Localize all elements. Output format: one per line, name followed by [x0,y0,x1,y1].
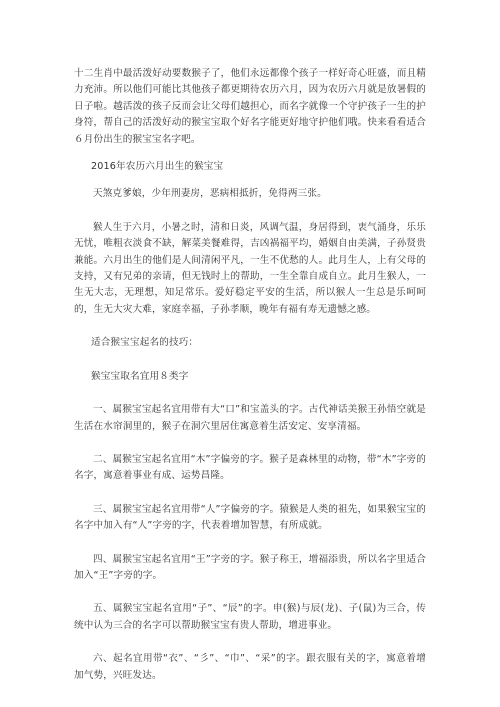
verse-paragraph: 天煞克爹娘，少年刑妻房，恶病相抵折，免得两三张。 [93,188,327,200]
intro-paragraph: 十二生肖中最活泼好动要数猴子了，他们永远都像个孩子一样好奇心旺盛，而且精力充沛。所以他们可能比其他孩子都更期待农历六月，因为农历六月就是放暑假的日子啦。越活泼的孩子反而会让父母们越担心，而名字就像一个守护孩子一生的护身符，帮自己的活泼好动的猴宝宝取个好名字能更好地守护他们哦。快来看看适合６月份出生的猴宝宝名字吧。 [74,68,426,145]
tip-paragraph-4: 四、属猴宝宝起名宜用“王”字旁的字。猴子称王，增福添贵，所以名字里适合加入“王”字旁的字。 [74,553,426,581]
tip-paragraph-1: 一、属猴宝宝起名宜用带有大“口”和宝盖头的字。古代神话美猴王孙悟空就是生活在水帘洞里的，猴子在洞穴里居住寓意着生活安定、安享清福。 [74,404,426,432]
tip-paragraph-6: 六、起名宜用带“衣”、“彡”、“巾”、“采”的字。跟衣服有关的字，寓意着增加气势，兴旺发达。 [74,653,426,681]
tip-paragraph-3: 三、属猴宝宝起名宜用带“人”字偏旁的字。猿猴是人类的祖先，如果猴宝宝的名字中加入有“人”字旁的字，代表着增加智慧，有所成就。 [74,503,426,532]
tip-paragraph-5: 五、属猴宝宝起名宜用“子”、“辰”的字。申(猴)与辰(龙)、子(鼠)为三合，传统中认为三合的名字可以帮助猴宝宝有贵人帮助，增进事业。 [74,603,426,631]
tip-paragraph-2: 二、属猴宝宝起名宜用“木”字偏旁的字。猴子是森林里的动物，带“木”字旁的名字，寓意着事业有成、运势昌隆。 [74,453,426,482]
fortune-paragraph: 猴人生于六月，小暑之时，清和日炎，风调气温，身居得到，衷气涌身，乐乐无忧，唯粗衣淡食不缺，解菜美餐难得，吉凶祸福平均，婚姻自由美满，子孙贤贵兼能。六月出生的他们是人间清闲平凡，一生不优愁的人。此月生人，上有父母的支持，又有兄弟的亲请，但无钱时上的帮助，一生全靠自成自立。此月生猴人，一生无大志，无理想，知足常乐。爱好稳定平安的生活，所以猴人一生总是乐呵呵的，生无大灾大难，家庭幸福，子孙孝顺，晚年有福有寿无遗憾之感。 [74,221,426,315]
section-heading-naming-tips: 适合猴宝宝起名的技巧： [91,337,199,349]
section-heading-eight-types: 猴宝宝取名宜用８类字 [91,370,189,382]
section-heading-june-monkey: 2016年农历六月出生的猴宝宝 [91,161,224,173]
